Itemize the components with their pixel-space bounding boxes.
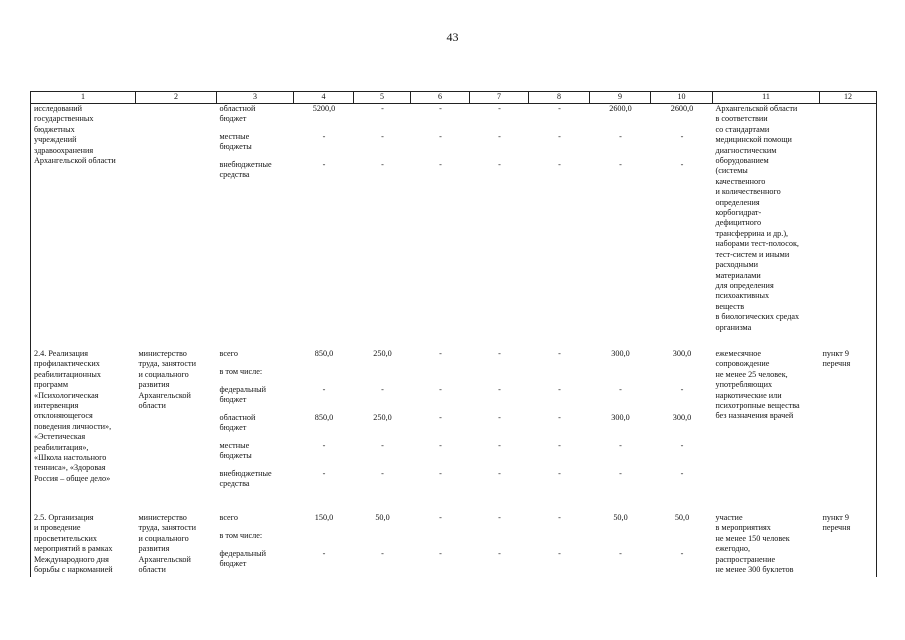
funding-source xyxy=(220,413,292,441)
funding-source-label: областной xyxy=(219,104,256,113)
row-spacer xyxy=(31,333,877,349)
expected-result-line: корбогидрат- xyxy=(715,208,762,218)
executor-cell-line: Архангельской xyxy=(138,390,191,400)
column-number-row xyxy=(31,92,877,104)
amount-value: - xyxy=(439,512,442,522)
funding-source-label: в том числе: xyxy=(219,366,263,376)
amount-value: - xyxy=(558,348,561,358)
executor-cell-line: министерство xyxy=(138,512,187,522)
funding-source-label: бюджет xyxy=(219,395,247,405)
amount-value: 2600,0 xyxy=(609,104,632,113)
expected-result-line: ежемесячное xyxy=(715,348,762,358)
column-number: 2 xyxy=(136,92,217,104)
expected-result-line: тест-систем и иными xyxy=(715,249,790,259)
program-table xyxy=(30,91,877,577)
amount-cell xyxy=(470,349,529,497)
expected-result-line: со стандартами xyxy=(715,124,770,134)
amount-cell xyxy=(529,104,590,333)
funding-source-label: федеральный xyxy=(219,548,267,558)
amount-value: 50,0 xyxy=(674,512,690,522)
amount-value: - xyxy=(498,512,501,522)
expected-result-line: не менее 300 буклетов xyxy=(715,564,794,574)
amount-cell xyxy=(354,513,411,577)
amount-value: - xyxy=(439,440,442,450)
measure-name-line: государственных xyxy=(34,114,94,124)
note-cell xyxy=(820,104,877,333)
table-row xyxy=(31,513,877,577)
measure-name-line: «Психологическая xyxy=(34,390,99,400)
expected-result-line: ежегодно, xyxy=(715,544,751,554)
amount-value: 300,0 xyxy=(611,348,630,358)
amount-value: - xyxy=(439,468,442,478)
note-cell-line: пункт 9 xyxy=(822,512,849,522)
executor-cell-line: труда, занятости xyxy=(138,359,197,369)
amount-cell xyxy=(590,104,651,333)
amount-cell xyxy=(651,104,713,333)
funding-source-label: в том числе: xyxy=(219,530,263,540)
measure-name-line: Россия – общее дело» xyxy=(34,473,111,483)
amount-value: - xyxy=(439,160,442,169)
amount-value: 250,0 xyxy=(373,412,392,422)
executor-cell-line: труда, занятости xyxy=(138,523,197,533)
table-row xyxy=(31,104,877,333)
amount-value: 300,0 xyxy=(672,412,692,422)
funding-source xyxy=(220,104,292,132)
funding-source xyxy=(220,385,292,413)
amount-value: 50,0 xyxy=(613,512,628,522)
amount-cell xyxy=(651,513,713,577)
amount-cell xyxy=(411,349,470,497)
amount-value: - xyxy=(498,132,501,141)
amount-cell xyxy=(354,104,411,333)
funding-source-cell xyxy=(217,349,294,497)
amount-value: - xyxy=(322,384,326,394)
amount-value: - xyxy=(558,160,561,169)
expected-result-line: и количественного xyxy=(715,187,781,197)
column-number: 8 xyxy=(529,92,590,104)
amount-value: - xyxy=(439,384,442,394)
measure-name-line: поведения личности», xyxy=(34,421,112,431)
note-cell-line: перечня xyxy=(822,523,851,533)
executor-cell-line: и социального xyxy=(138,533,189,543)
amount-value: - xyxy=(498,104,501,113)
amount-value: - xyxy=(558,384,561,394)
amount-value: - xyxy=(322,468,326,478)
amount-cell xyxy=(411,104,470,333)
funding-source-label: средства xyxy=(219,170,250,180)
measure-name-line: интервенция xyxy=(34,400,79,410)
expected-result-line: расходными xyxy=(715,260,759,270)
amount-value: - xyxy=(558,548,561,558)
amount-value: - xyxy=(381,160,384,169)
amount-value: - xyxy=(498,468,501,478)
funding-source xyxy=(220,160,292,188)
amount-value: - xyxy=(558,440,561,450)
column-number: 5 xyxy=(354,92,411,104)
funding-source-label: бюджет xyxy=(219,423,247,433)
amount-value: - xyxy=(558,412,561,422)
column-number: 10 xyxy=(651,92,713,104)
table-row xyxy=(31,349,877,497)
amount-value: 850,0 xyxy=(314,348,334,358)
amount-value: - xyxy=(558,512,561,522)
expected-result-line: сопровождение xyxy=(715,359,770,369)
column-number: 1 xyxy=(31,92,136,104)
funding-source-label: областной xyxy=(219,412,256,422)
expected-result xyxy=(713,349,820,497)
column-number: 9 xyxy=(590,92,651,104)
funding-source-label: местные xyxy=(219,132,250,141)
amount-value: - xyxy=(439,104,442,113)
row-spacer xyxy=(31,497,877,513)
note-cell-line: перечня xyxy=(822,359,851,369)
amount-cell xyxy=(590,349,651,497)
expected-result-line: не менее 150 человек xyxy=(715,533,790,543)
measure-name-line: просветительских xyxy=(34,533,97,543)
amount-value: - xyxy=(558,132,561,141)
amount-value: 850,0 xyxy=(314,412,334,422)
amount-value: - xyxy=(439,132,442,141)
note-cell xyxy=(820,513,877,577)
amount-value: - xyxy=(498,548,501,558)
amount-value: 300,0 xyxy=(611,412,630,422)
executor-cell-line: развития xyxy=(138,544,170,554)
measure-name-line: отклоняющегося xyxy=(34,411,93,421)
expected-result-line: оборудованием xyxy=(715,156,769,166)
executor-cell-line: области xyxy=(138,564,166,574)
amount-value: - xyxy=(322,160,326,169)
amount-value: - xyxy=(619,440,622,450)
amount-cell xyxy=(590,513,651,577)
amount-value: - xyxy=(680,548,684,558)
expected-result-line: психотропные вещества xyxy=(715,400,800,410)
measure-name-line: тенниса», «Здоровая xyxy=(34,463,106,473)
column-number: 3 xyxy=(217,92,294,104)
expected-result-line: медицинской помощи xyxy=(715,135,792,145)
amount-value: - xyxy=(619,548,622,558)
amount-value: - xyxy=(439,548,442,558)
amount-value: 150,0 xyxy=(314,512,334,522)
amount-value: - xyxy=(322,548,326,558)
amount-value: - xyxy=(619,468,622,478)
column-number: 12 xyxy=(820,92,877,104)
amount-value: - xyxy=(439,348,442,358)
expected-result-line: в соответствии xyxy=(715,114,768,124)
expected-result-line: психоактивных xyxy=(715,291,770,301)
amount-value: - xyxy=(680,160,684,169)
amount-value: - xyxy=(381,548,384,558)
expected-result-line: распространение xyxy=(715,554,776,564)
amount-cell xyxy=(354,349,411,497)
expected-result-line: определения xyxy=(715,197,760,207)
expected-result-line: в мероприятиях xyxy=(715,523,771,533)
measure-name xyxy=(31,104,136,333)
funding-source-label: бюджеты xyxy=(219,451,252,461)
funding-source xyxy=(220,132,292,160)
amount-cell xyxy=(294,513,354,577)
funding-source xyxy=(220,349,292,367)
executor-cell-line: министерство xyxy=(138,348,187,358)
note-cell-line: пункт 9 xyxy=(822,348,849,358)
expected-result-line: не менее 25 человек, xyxy=(715,369,788,379)
expected-result-line: наборами тест-полосок, xyxy=(715,239,799,249)
executor-cell xyxy=(136,513,217,577)
amount-value: - xyxy=(558,468,561,478)
expected-result-line: участие xyxy=(715,512,743,522)
amount-value: - xyxy=(322,132,326,141)
amount-value: - xyxy=(439,412,442,422)
executor-cell-line: развития xyxy=(138,380,170,390)
amount-value: - xyxy=(680,440,684,450)
expected-result-line: веществ xyxy=(715,301,745,311)
amount-value: - xyxy=(680,132,684,141)
amount-value: - xyxy=(381,132,384,141)
amount-value: - xyxy=(680,468,684,478)
amount-value: - xyxy=(381,104,384,113)
amount-value: - xyxy=(558,104,561,113)
amount-value: - xyxy=(498,412,501,422)
expected-result-line: (системы xyxy=(715,166,748,176)
amount-cell xyxy=(529,349,590,497)
amount-value: - xyxy=(619,384,622,394)
funding-source-label: всего xyxy=(219,348,238,358)
amount-cell xyxy=(470,104,529,333)
amount-value: - xyxy=(381,384,384,394)
measure-name-line: учреждений xyxy=(34,135,77,145)
executor-cell-line: и социального xyxy=(138,369,189,379)
amount-value: 5200,0 xyxy=(312,104,336,113)
amount-value: - xyxy=(322,440,326,450)
expected-result-line: диагностическим xyxy=(715,145,777,155)
funding-source-label: всего xyxy=(219,512,238,522)
amount-value: - xyxy=(381,440,384,450)
measure-name-line: «Школа настольного xyxy=(34,453,107,462)
expected-result-line: употребляющих xyxy=(715,380,773,390)
amount-value: 250,0 xyxy=(373,348,392,358)
expected-result-line: качественного xyxy=(715,176,766,186)
expected-result xyxy=(713,513,820,577)
measure-name-line: профилактических xyxy=(34,359,100,369)
page-number: 43 xyxy=(446,30,459,44)
executor-cell-line: области xyxy=(138,400,166,410)
amount-cell xyxy=(294,104,354,333)
measure-name-line: реабилитационных xyxy=(34,369,102,379)
expected-result-line: трансферрина и др.), xyxy=(715,228,789,238)
funding-source-label: средства xyxy=(219,479,250,489)
funding-source-label: местные xyxy=(219,440,250,450)
expected-result-line: в биологических средах xyxy=(715,312,800,322)
amount-cell xyxy=(529,513,590,577)
amount-value: 50,0 xyxy=(375,512,390,522)
expected-result-line: материалами xyxy=(715,270,761,280)
funding-source xyxy=(220,513,292,531)
amount-value: - xyxy=(619,160,622,169)
funding-source-cell xyxy=(217,104,294,333)
amount-value: - xyxy=(680,384,684,394)
expected-result xyxy=(713,104,820,333)
column-number: 4 xyxy=(294,92,354,104)
table-body xyxy=(31,104,877,577)
measure-name-line: Международного дня xyxy=(34,554,109,564)
amount-value: 300,0 xyxy=(672,348,692,358)
amount-value: - xyxy=(498,440,501,450)
funding-source xyxy=(220,367,292,385)
expected-result-line: для определения xyxy=(715,280,774,290)
funding-source-label: внебюджетные xyxy=(219,468,272,478)
measure-name-line: здравоохранения xyxy=(34,145,94,155)
expected-result-line: организма xyxy=(715,322,752,332)
measure-name xyxy=(31,513,136,577)
expected-result-line: дефицитного xyxy=(715,218,762,228)
executor-cell-line: Архангельской xyxy=(138,554,191,564)
measure-name-line: и проведение xyxy=(34,523,81,533)
funding-source xyxy=(220,549,292,577)
measure-name-line: Архангельской области xyxy=(34,156,116,166)
measure-name-line: реабилитация», xyxy=(34,442,89,452)
measure-name-line: борьбы с наркоманией xyxy=(34,564,113,574)
column-number: 7 xyxy=(470,92,529,104)
expected-result-line: Архангельской области xyxy=(715,104,798,113)
funding-source-label: бюджеты xyxy=(219,142,252,152)
amount-value: - xyxy=(381,468,384,478)
measure-name-line: исследований xyxy=(34,104,83,113)
column-number: 11 xyxy=(713,92,820,104)
funding-source-label: внебюджетные xyxy=(219,160,272,169)
amount-cell xyxy=(411,513,470,577)
funding-source xyxy=(220,441,292,469)
measure-name-line: 2.5. Организация xyxy=(34,512,94,522)
note-cell xyxy=(820,349,877,497)
amount-cell xyxy=(651,349,713,497)
funding-source xyxy=(220,469,292,497)
amount-cell xyxy=(294,349,354,497)
amount-cell xyxy=(470,513,529,577)
funding-source-label: бюджет xyxy=(219,114,247,124)
measure-name-line: «Эстетическая xyxy=(34,432,86,442)
expected-result-line: наркотические или xyxy=(715,390,782,400)
amount-value: - xyxy=(498,160,501,169)
amount-value: - xyxy=(498,348,501,358)
funding-source-label: федеральный xyxy=(219,384,267,394)
amount-value: - xyxy=(498,384,501,394)
executor-cell xyxy=(136,349,217,497)
measure-name xyxy=(31,349,136,497)
measure-name-line: программ xyxy=(34,380,69,390)
amount-value: - xyxy=(619,132,622,141)
funding-source xyxy=(220,531,292,549)
measure-name-line: 2.4. Реализация xyxy=(34,348,89,358)
measure-name-line: бюджетных xyxy=(34,124,75,134)
column-number: 6 xyxy=(411,92,470,104)
amount-value: 2600,0 xyxy=(670,104,694,113)
funding-source-cell xyxy=(217,513,294,577)
funding-source-label: бюджет xyxy=(219,559,247,569)
executor-cell xyxy=(136,104,217,333)
measure-name-line: мероприятий в рамках xyxy=(34,544,113,554)
expected-result-line: без назначения врачей xyxy=(715,411,794,421)
